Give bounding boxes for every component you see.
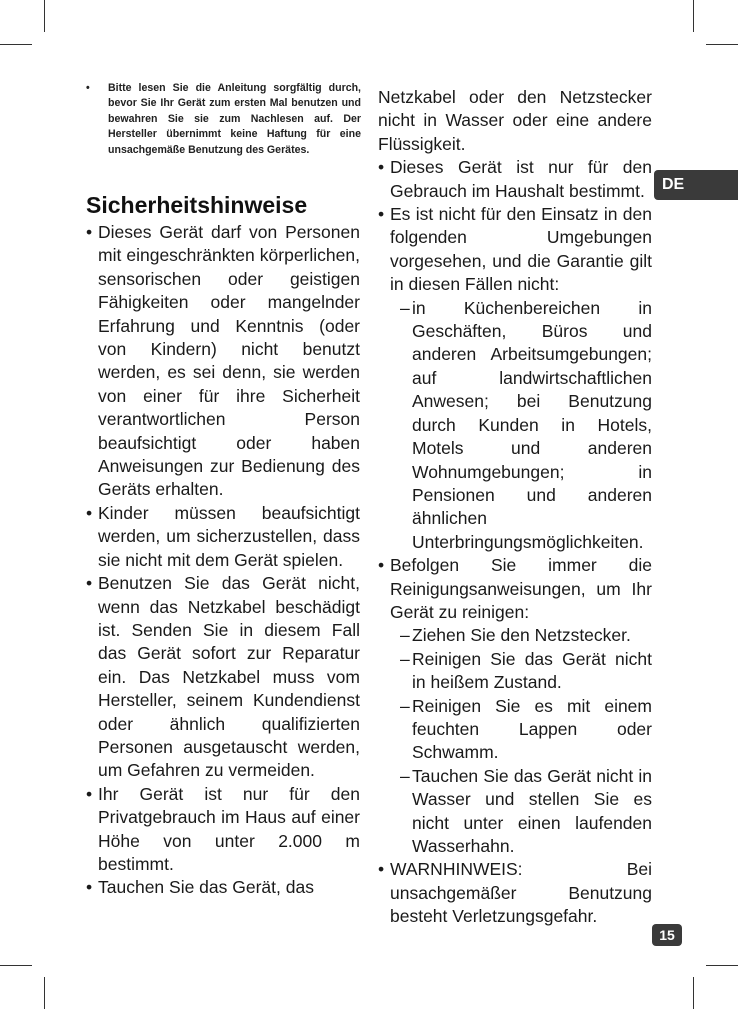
crop-mark	[706, 965, 738, 966]
safety-item: • Benutzen Sie das Gerät nicht, wenn das Netzkabel beschädigt ist. Senden Sie in diesem Fall das Gerät sofort zur Reparatur ein. Das Netzkabel muss vom Hersteller, seinem Kundendienst oder ähnlich qualifizierten Personen ausgetauscht werden, um Gefahren zu vermeiden.	[86, 573, 360, 781]
intro-note	[86, 81, 361, 158]
left-column	[86, 221, 360, 900]
section-heading: Sicherheitshinweise	[86, 192, 308, 218]
crop-mark	[693, 977, 694, 1009]
sub-item: – Reinigen Sie das Gerät nicht in heißem Zustand.	[400, 648, 652, 693]
safety-item: • Dieses Gerät ist nur für den Gebrauch im Haushalt bestimmt.	[378, 157, 652, 201]
sub-item: – Ziehen Sie den Netzstecker.	[400, 625, 631, 646]
safety-item: • Dieses Gerät darf von Personen mit eingeschränkten körperlichen, sensorischen oder geistigen Fähigkeiten oder mangelnder Erfahrung und Kenntnis (oder von Kindern) nicht benutzt werden, es sei denn, sie werden von einer für ihre Sicherheit verantwortlichen Person beaufsichtigt oder haben Anweisungen zur Bedienung des Geräts erhalten.	[86, 222, 360, 500]
language-tab: DE	[654, 170, 738, 200]
safety-item: • WARNHINWEIS: Bei unsachgemäßer Benutzung besteht Verletzungsgefahr.	[378, 859, 652, 927]
right-column	[378, 86, 652, 929]
intro-bullet: • Bitte lesen Sie die Anleitung sorgfältig durch, bevor Sie Ihr Gerät zum ersten Mal benutzen und bewahren Sie sie zum Nachlesen auf. Der Hersteller übernimmt keine Haftung für eine unsachgemäße Benutzung des Gerätes.	[86, 81, 361, 158]
safety-item: • Es ist nicht für den Einsatz in den folgenden Umgebungen vorgesehen, und die Garantie gilt in diesen Fällen nicht: – in Küchenbereichen in Geschäften, Büros und anderen Arbeitsumgebungen; auf landwirtschaftlichen Anwesen; bei Benutzung durch Kunden in Hotels, Motels und anderen Wohnumgebungen; in Pensionen und anderen ähnlichen Unterbringungsmöglichkeiten.	[378, 203, 652, 554]
continued-text: Netzkabel oder den Netzstecker nicht in Wasser oder eine andere Flüssigkeit.	[378, 87, 652, 154]
sub-item: – Tauchen Sie das Gerät nicht in Wasser und stellen Sie es nicht unter einen laufenden Wasserhahn.	[400, 765, 652, 856]
crop-mark	[44, 0, 45, 32]
crop-mark	[0, 965, 32, 966]
sub-item: – in Küchenbereichen in Geschäften, Büros und anderen Arbeitsumgebungen; auf landwirtschaftlichen Anwesen; bei Benutzung durch Kunden in Hotels, Motels und anderen Wohnumgebungen; in Pensionen und anderen ähnlichen Unterbringungsmöglichkeiten.	[400, 297, 652, 552]
safety-item: • Tauchen Sie das Gerät, das	[86, 877, 314, 898]
crop-mark	[0, 44, 32, 45]
safety-item: • Kinder müssen beaufsichtigt werden, um sicherzustellen, dass sie nicht mit dem Gerät spielen.	[86, 502, 360, 570]
safety-item: • Ihr Gerät ist nur für den Privatgebrauch im Haus auf einer Höhe von unter 2.000 m bestimmt.	[86, 783, 360, 874]
safety-item: • Befolgen Sie immer die Reinigungsanweisungen, um Ihr Gerät zu reinigen: – Ziehen Sie den Netzstecker. – Reinigen Sie das Gerät nicht in heißem Zustand. – Reinigen Sie es mit einem feuchten Lappen oder Schwamm. – Tauchen Sie das Gerät nicht in Wasser und stellen Sie es nicht unter einen laufenden Wasserhahn.	[378, 554, 652, 858]
crop-mark	[44, 977, 45, 1009]
page-number: 15	[652, 924, 682, 946]
crop-mark	[706, 44, 738, 45]
sub-item: – Reinigen Sie es mit einem feuchten Lappen oder Schwamm.	[400, 695, 652, 763]
crop-mark	[693, 0, 694, 32]
